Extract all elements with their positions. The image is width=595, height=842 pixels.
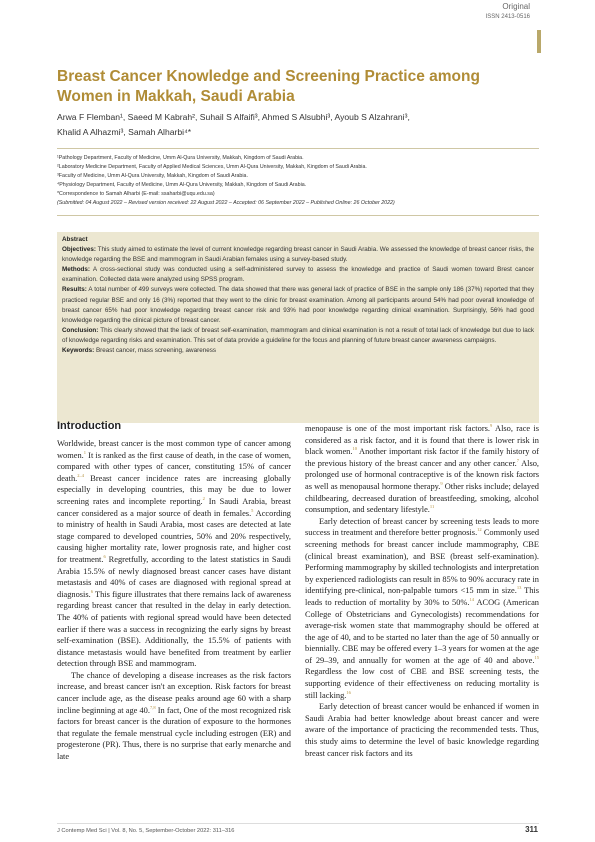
abstract-content (62, 235, 534, 356)
objectives-text: This study aimed to estimate the level of current knowledge regarding breast cancer in Saudi Arabia. We assessed the knowledge of breast cancer risks, the knowledge regarding the BSE and mammogram in Saudi Arabian females using a survey-based study. (62, 246, 534, 264)
article-type-label: Original (502, 2, 530, 11)
section-heading-introduction: Introduction (57, 420, 122, 432)
submission-dates: (Submitted: 04 August 2022 – Revised version received: 22 August 2022 – Accepted: 06 September 2022 – Published Online: 26 October 2022) (57, 199, 395, 206)
page-number: 311 (525, 825, 538, 834)
citation-ref[interactable]: 7 (516, 457, 519, 463)
citation-ref[interactable]: 2–4 (77, 472, 84, 478)
citation-ref[interactable]: 5 (251, 507, 254, 513)
affiliation-1: ¹Pathology Department, Faculty of Medicine, Umm Al-Qura University, Makkah, Kingdom of Saudi Arabia. (57, 155, 304, 161)
affiliation-2: ²Laboratory Medicine Department, Faculty of Applied Medical Sciences, Umm Al-Qura University, Makkah, Kingdom of Saudi Arabia. (57, 163, 367, 170)
issn-label: ISSN 2413-0516 (485, 14, 530, 20)
footer-rule (57, 823, 539, 824)
citation-ref[interactable]: 7,8 (149, 704, 156, 710)
abstract-keywords (62, 346, 534, 356)
affiliation-4: ⁴Physiology Department, Faculty of Medicine, Umm Al-Qura University, Makkah, Kingdom of Saudi Arabia. (57, 181, 307, 188)
citation-ref[interactable]: 9 (440, 481, 443, 487)
citation-ref[interactable]: 12 (477, 527, 482, 533)
affiliations-block (57, 154, 527, 207)
abstract-results (62, 285, 534, 325)
results-text: A total number of 499 surveys were collected. The data showed that there was general lack of practice of BSE in the sample only 186 (37%) reported that they practiced regular BSE and only 16 (3%) reported that they went to the clinic for breast examination. Among all participants around 54% had poor overall knowledge of breast cancer 65% had poor knowledge regarding breast cancer risk and 93% had poor knowledge regarding clinical examination. Surprisingly, 56% had good knowledge regarding the clinical picture of breast cancer. (62, 286, 534, 324)
abstract-methods (62, 265, 534, 285)
intro-paragraph-1: Worldwide, breast cancer is the most common type of cancer among women.$^1$ It is ranked as the first cause of death, in the case of women, compared with other types of cancer, constituting 15% of cancer death.$^{2-4}$ Breast cancer incidence rates are increasing globally especially in developing countries, this may be due to lower screening rates and incomplete reporting.$^2$ In Saudi Arabia, breast cancer considered as a major source of death in females.$^5$ According to ministry of health in Saudi Arabia, most cases are detected at late stage compared to developed countries, 50% and 20% respectively, causing higher mortality rate, lower prognosis rate, and higher cost for treatment.$^6$ Regretfully, according to the latest statistics in Saudi Arabia 15.5% of newly diagnosed breast cancer cases have distant metastasis and 40% of cases are diagnosed with regional spread at diagnosis.$^6$ This figure illustrates that there remains lack of awareness regarding breast cancer that resulted in the delay in early detection. The 40% of patients with regional spread would have been detected earlier if there was a success in recognizing the early signs by breast self-examination (BSE). Additionally, the 15.5% of patients with distance metastasis would have benefited from treatment by earlier detection through BSE and mammogram. (57, 439, 291, 669)
affiliation-bottom-rule (57, 215, 539, 216)
keywords-text: Breast cancer, mass screening, awareness (94, 347, 216, 355)
conclusion-text: This clearly showed that the lack of breast self-examination, mammogram and clinical examination is not a result of total lack of knowledge but due to lack of knowledge regarding risks and examination. This set of data provide a guideline for the focus and planning of future breast cancer awareness campaigns. (62, 326, 534, 344)
results-label: Results: (62, 286, 87, 294)
abstract-conclusion (62, 326, 534, 346)
citation-ref[interactable]: 6 (103, 554, 106, 560)
author-list (57, 110, 507, 140)
citation-ref[interactable]: 9 (489, 423, 493, 429)
conclusion-label: Conclusion: (62, 326, 99, 334)
header-accent-bar (537, 30, 541, 53)
text-column-left (57, 438, 291, 763)
citation-ref[interactable]: 6 (90, 588, 93, 594)
citation-ref[interactable]: 16 (346, 689, 351, 695)
affiliation-top-rule (57, 148, 539, 149)
citation-ref[interactable]: 11 (429, 504, 435, 510)
correspondence-line: *Correspondence to Samah Alharbi (E-mail: ssaharbi@uqu.edu.sa) (57, 190, 215, 197)
citation-ref[interactable]: 15 (534, 655, 539, 661)
methods-label: Methods: (62, 266, 90, 274)
methods-text: A cross-sectional study was conducted using a self-administered survey to assess the knowledge and practice of Saudi women toward Brest cancer examination. Collected data were analyzed using SPSS program. (62, 266, 534, 284)
citation-ref[interactable]: 14 (469, 597, 474, 603)
intro-paragraph-3: Early detection of breast cancer by screening tests leads to more success in treatment and therefore better prognosis.$^{12}$ Commonly used screening methods for breast cancer include mammography, CBE (clinical breast examination), and BSE (breast self-examination). Performing mammography by skilled technologists and interpretation by experienced radiologists can result in 85% to 90% accuracy rate in identifying pre-clinical, non-palpable tumors <15 mm in size.$^{13}$ This leads to reduction of mortality by 30% to 50%.$^{14}$ ACOG (American College of Obstetricians and Gynecologists) recommendations for average-risk women state that mammography should be offered at the age of 40, and to be started no later than the age of 50 annually or biennially. CBE may be offered every 1–3 years for women at the age of 29–39, and annually for women at the age of 40 and above.$^{15}$ Regardless the low cost of CBE and BSE screening tests, the supporting evidence of their effectiveness on reducing mortality is still lacking.$^{16}$ (305, 516, 540, 700)
abstract-objectives (62, 245, 534, 265)
author-line-1: Arwa F Flemban¹, Saeed M Kabrah², Suhail S Alfaifi³, Ahmed S Alsubhi³, Ayoub S Alzahrani³, (57, 112, 410, 122)
citation-ref[interactable]: 2 (202, 496, 205, 502)
author-line-2: Khalid A Alhazmi³, Samah Alharbi⁴* (57, 127, 192, 137)
keywords-label: Keywords: (62, 347, 95, 355)
text-column-right (305, 423, 539, 759)
objectives-label: Objectives: (62, 246, 96, 254)
intro-paragraph-2-cont: menopause is one of the most important risk factors.$^9$ Also, race is considered as a risk factor, and it is found that there is lower risk in black women.$^{10}$ Another important risk factor if the family history of the previous history of the breast cancer and any other cancer.$^7$ Also, prolonged use of hormonal contraceptive is of the known risk factors as well as menopausal hormone therapy.$^9$ Other risks include; delayed childbearing, decreased duration of breastfeeding, smoking, alcohol consumption, and sedentary lifestyle.$^{11}$ (305, 423, 540, 515)
affiliation-3: ³Faculty of Medicine, Umm Al-Qura University, Makkah, Kingdom of Saudi Arabia. (57, 172, 248, 179)
citation-ref[interactable]: 13 (516, 585, 522, 591)
paper-title: Breast Cancer Knowledge and Screening Practice among Women in Makkah, Saudi Arabia (57, 68, 480, 105)
intro-paragraph-2: The chance of developing a disease increases as the risk factors increase, and breast cancer isn't an exception. Risk factors for breast cancer include age, as the disease peaks around age 60 with a sharp incline beginning at age 40.$^{7,8}$ In fact, One of the most recognized risk factors for breast cancer is the duration of exposure to the hormones that regulate the female menstrual cycle including estrogen (ER) and progesterone (PR). Thus, there is no surprise that early menarche and late (57, 670, 291, 762)
intro-paragraph-4: Early detection of breast cancer would be enhanced if women in Saudi Arabia had better knowledge about breast cancer and were aware of the importance of practicing the recommended tests. Thus, this study aims to determine the level of basic knowledge regarding breast cancer risk factors and its (305, 702, 539, 758)
abstract-heading: Abstract (62, 236, 88, 243)
journal-citation: J Contemp Med Sci | Vol. 8, No. 5, September-October 2022: 311–316 (57, 828, 235, 834)
citation-ref[interactable]: 1 (83, 449, 86, 455)
citation-ref[interactable]: 10 (352, 446, 357, 452)
